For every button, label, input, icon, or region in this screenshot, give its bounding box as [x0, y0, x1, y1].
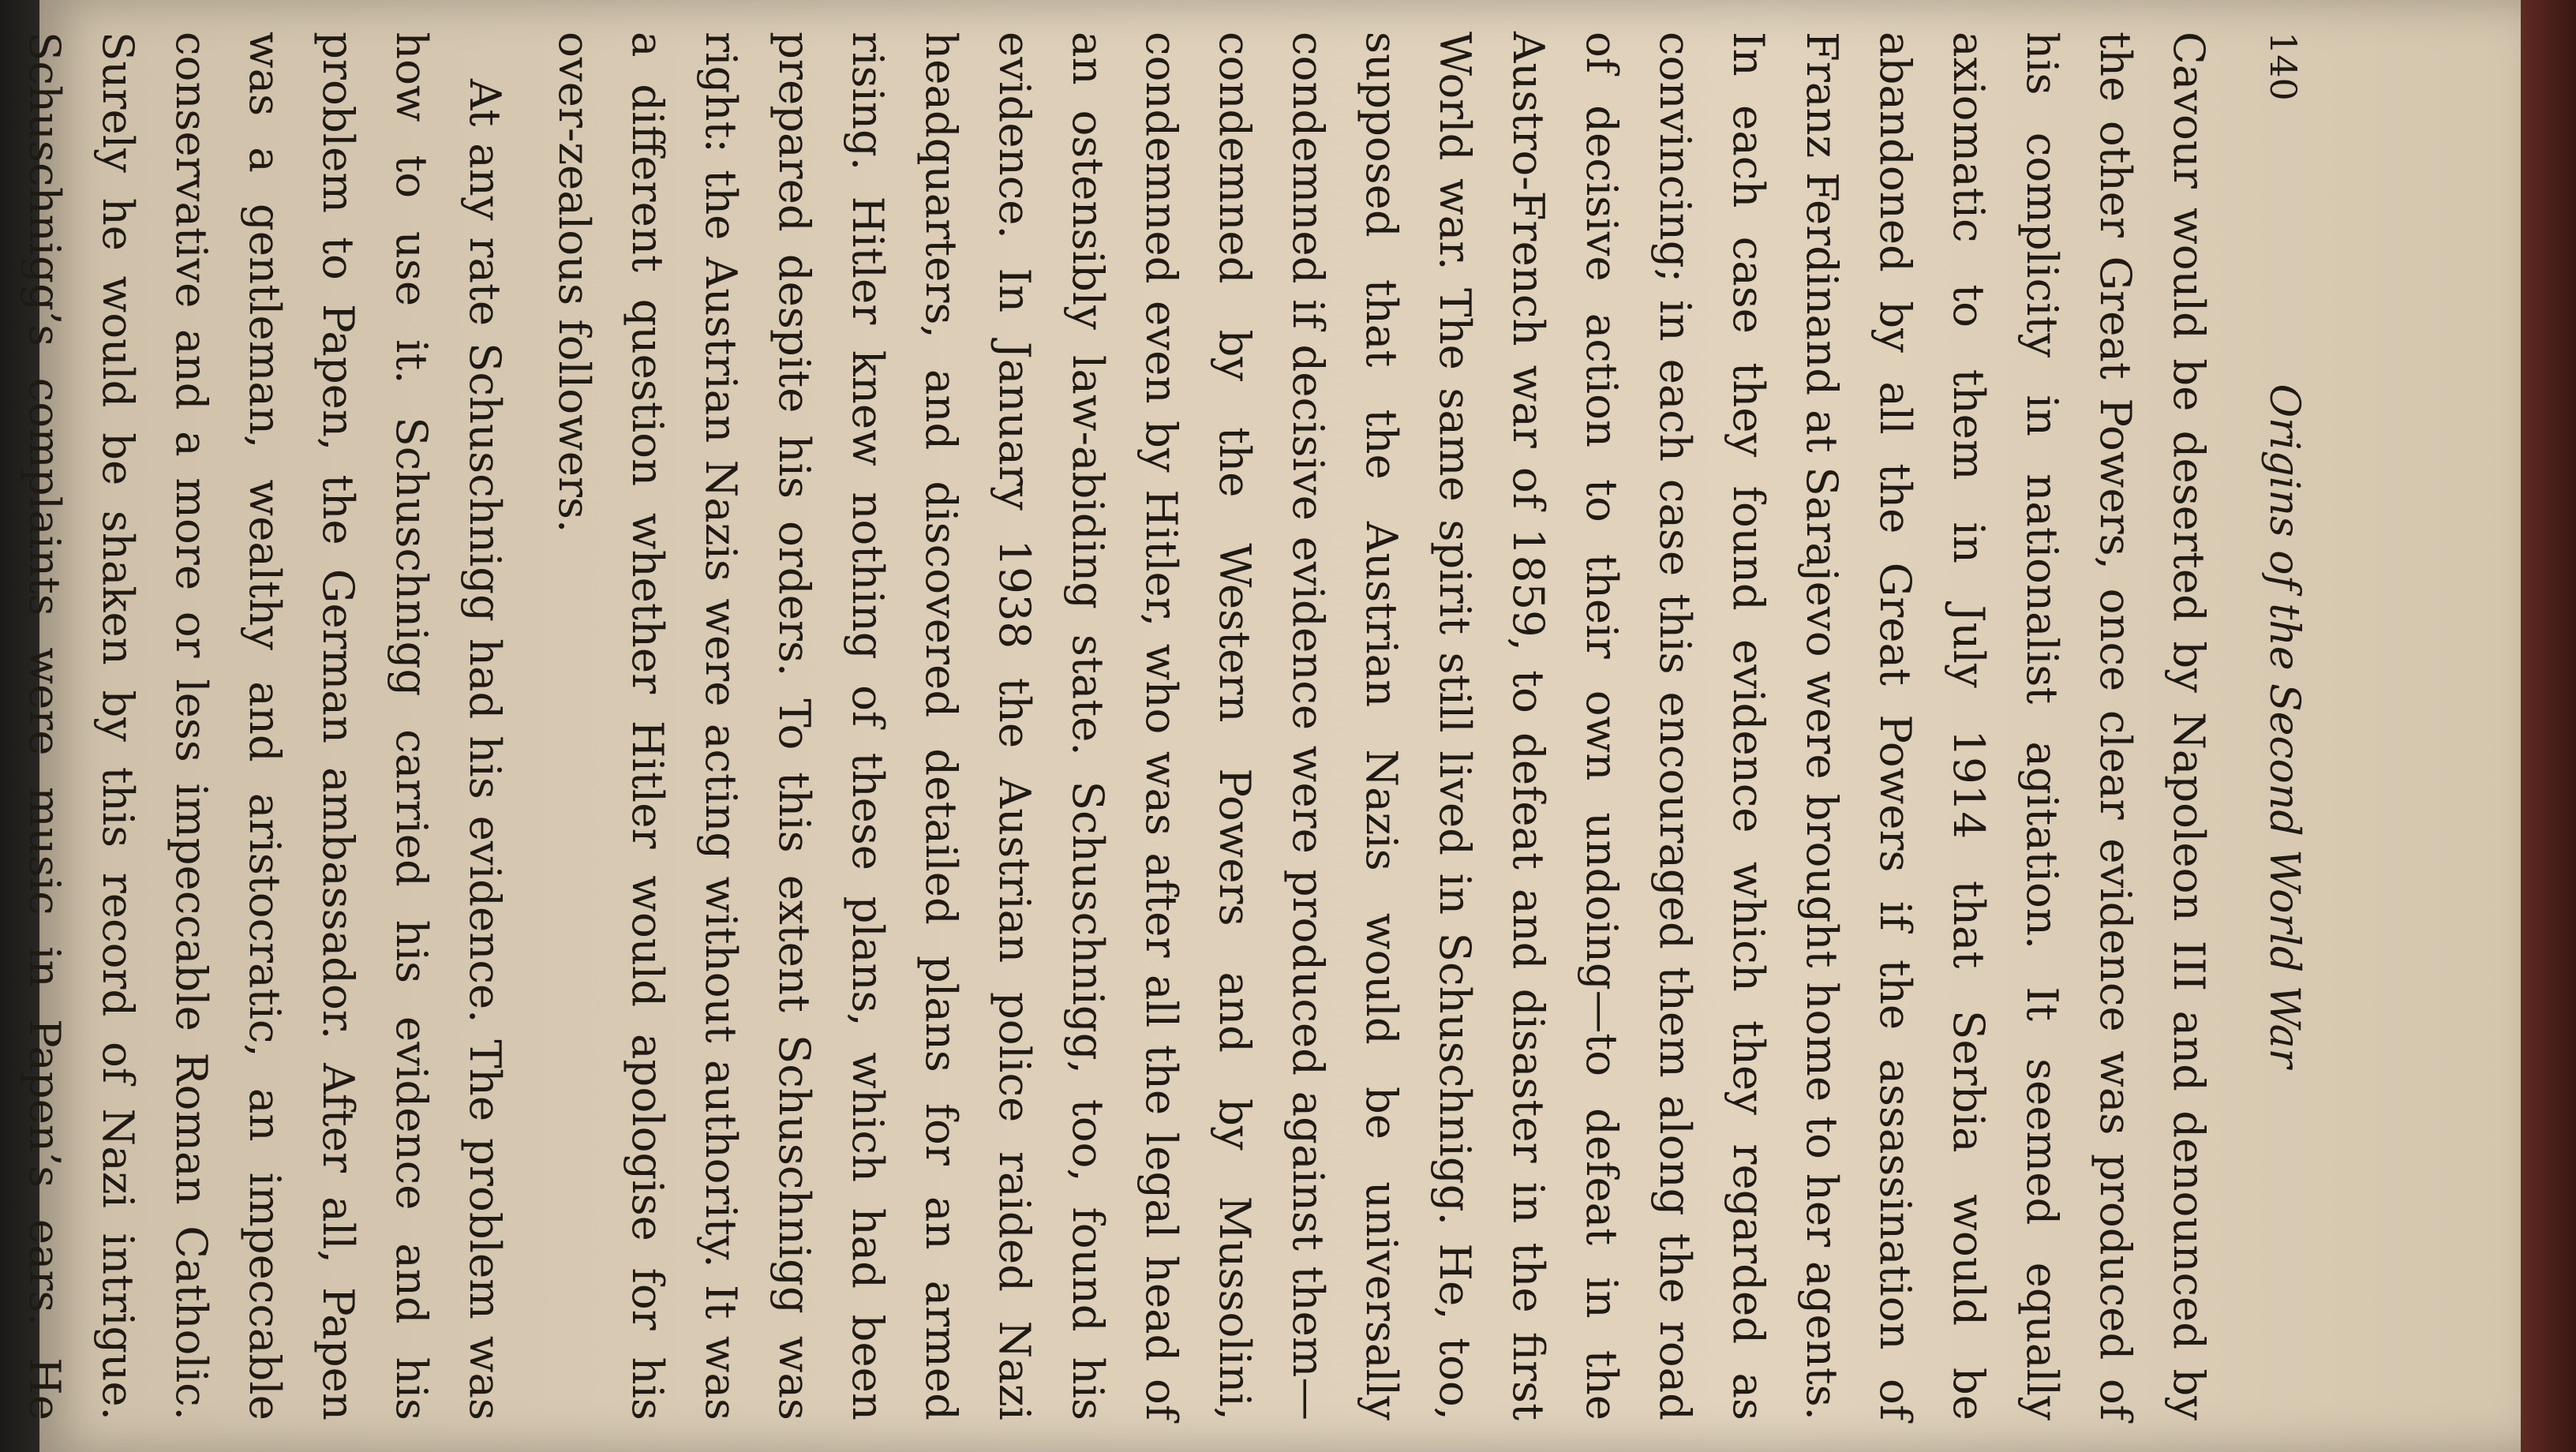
page-header	[2226, 32, 2320, 1420]
book-cover-edge	[2521, 0, 2576, 1452]
paragraph: Cavour would be deserted by Napoleon III and denounced by the other Great Powers, once clear evidence was produced of his complicity in nationalist agitation. It seemed equally axiomatic to them in July 1914 that Serbia would be abandoned by all the Great Powers if the assassination of Franz Ferdinand at Sarajevo were brought home to her agents. In each case they found evidence which they regarded as convincing; in each case this encouraged them along the road of decisive action to their own undoing—to defeat in the Austro-French war of 1859, to defeat and disaster in the first World war. The same spirit still lived in Schuschnigg. He, too, supposed that the Austrian Nazis would be universally condemned if decisive evidence were produced against them—condemned by the Western Powers and by Mussolini, condemned even by Hitler, who was after all the legal head of an ostensibly law-abiding state. Schuschnigg, too, found his evidence. In January 1938 the Austrian police raided Nazi headquarters, and discovered detailed plans for an armed rising. Hitler knew nothing of these plans, which had been prepared despite his orders. To this extent Schuschnigg was right: the Austrian Nazis were acting without authority. It was a different question whether Hitler would apologise for his over-zealous followers.	[549, 32, 2215, 1420]
page-content	[20, 32, 2320, 1420]
body-text	[0, 32, 2226, 1420]
page-number: 140	[2262, 32, 2305, 101]
paragraph: At any rate Schuschnigg had his evidence. The problem was how to use it. Schuschnigg carried his evidence and his problem to Papen, the German ambassador. After all, Papen was a gentleman, wealthy and aristocratic, an impeccable conservative and a more or less impeccable Roman Catholic. Surely he would be shaken by this record of Nazi intrigue. Schuschnigg’s complaints were music in Papen’s ears. He	[20, 32, 511, 1420]
running-head: Origins of the Second World War	[2260, 384, 2308, 1068]
